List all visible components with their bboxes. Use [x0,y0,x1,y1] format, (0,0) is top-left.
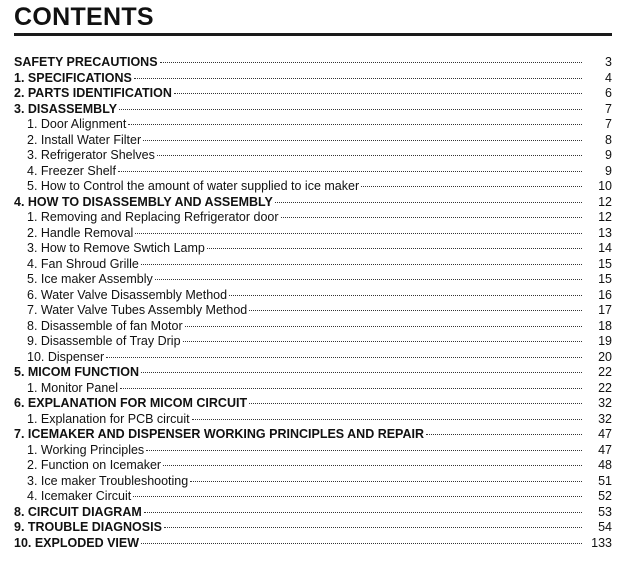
toc-page-number: 10 [598,179,612,194]
toc-page-number: 32 [598,411,612,426]
toc-entry-label: 1. Working Principles [27,442,145,457]
toc-entry-label: 7. Water Valve Tubes Assembly Method [27,303,248,318]
dot-leader [118,171,582,172]
dot-leader [281,217,582,218]
toc-page-number: 8 [605,132,612,147]
toc-subsection-entry[interactable] [14,458,612,474]
toc-page-number: 47 [598,427,612,442]
toc-page-number: 54 [598,520,612,535]
toc-section-entry[interactable] [14,55,612,71]
toc-subsection-entry[interactable] [14,489,612,505]
dot-leader [157,155,582,156]
dot-leader [163,465,582,466]
dot-leader [155,279,582,280]
toc-entry-label: 2. Handle Removal [27,225,134,240]
dot-leader [249,310,582,311]
dot-leader [249,403,582,404]
toc-subsection-entry[interactable] [14,288,612,304]
dot-leader [207,248,582,249]
dot-leader [144,512,582,513]
dot-leader [426,434,582,435]
dot-leader [133,496,582,497]
toc-page-number: 12 [598,194,612,209]
toc-subsection-entry[interactable] [14,474,612,490]
page-title: CONTENTS [14,3,154,31]
dot-leader [119,109,582,110]
toc-entry-label: 1. SPECIFICATIONS [14,70,132,85]
dot-leader [185,326,582,327]
toc-subsection-entry[interactable] [14,350,612,366]
dot-leader [146,450,582,451]
toc-page-number: 17 [598,303,612,318]
dot-leader [141,543,582,544]
toc-page-number: 16 [598,287,612,302]
toc-entry-label: 8. CIRCUIT DIAGRAM [14,504,142,519]
toc-entry-label: 8. Disassemble of fan Motor [27,318,183,333]
toc-section-entry[interactable] [14,86,612,102]
dot-leader [106,357,582,358]
toc-subsection-entry[interactable] [14,334,612,350]
dot-leader [120,388,582,389]
toc-page-number: 18 [598,318,612,333]
toc-entry-label: 1. Monitor Panel [27,380,119,395]
toc-entry-label: 7. ICEMAKER AND DISPENSER WORKING PRINCIPLES AND REPAIR [14,427,424,442]
dot-leader [174,93,582,94]
toc-subsection-entry[interactable] [14,148,612,164]
toc-page-number: 48 [598,458,612,473]
dot-leader [134,78,582,79]
dot-leader [141,372,582,373]
toc-section-entry[interactable] [14,71,612,87]
toc-subsection-entry[interactable] [14,179,612,195]
toc-subsection-entry[interactable] [14,164,612,180]
toc-page-number: 4 [605,70,612,85]
toc-entry-label: 9. TROUBLE DIAGNOSIS [14,520,162,535]
toc-subsection-entry[interactable] [14,133,612,149]
dot-leader [229,295,582,296]
toc-page-number: 14 [598,241,612,256]
dot-leader [361,186,582,187]
toc-page-number: 19 [598,334,612,349]
toc-entry-label: 5. MICOM FUNCTION [14,365,139,380]
toc-page-number: 47 [598,442,612,457]
toc-entry-label: SAFETY PRECAUTIONS [14,55,158,69]
table-of-contents [14,55,612,552]
toc-entry-label: 6. Water Valve Disassembly Method [27,287,228,302]
toc-page-number: 9 [605,163,612,178]
toc-entry-label: 5. Ice maker Assembly [27,272,153,287]
toc-section-entry[interactable] [14,396,612,412]
toc-page-number: 7 [605,101,612,116]
toc-entry-label: 6. EXPLANATION FOR MICOM CIRCUIT [14,396,248,411]
toc-entry-label: 10. EXPLODED VIEW [14,535,140,550]
toc-subsection-entry[interactable] [14,412,612,428]
dot-leader [275,202,582,203]
toc-section-entry[interactable] [14,505,612,521]
dot-leader [141,264,582,265]
toc-page-number: 15 [598,272,612,287]
toc-section-entry[interactable] [14,536,612,552]
toc-page-number: 32 [598,396,612,411]
toc-entry-label: 4. HOW TO DISASSEMBLY AND ASSEMBLY [14,194,273,209]
toc-entry-label: 4. Icemaker Circuit [27,489,132,504]
title-underline [14,33,612,36]
dot-leader [128,124,582,125]
dot-leader [190,481,582,482]
toc-section-entry[interactable] [14,520,612,536]
toc-subsection-entry[interactable] [14,241,612,257]
toc-entry-label: 2. Function on Icemaker [27,458,162,473]
toc-page-number: 133 [591,535,612,550]
toc-page-number: 13 [598,225,612,240]
dot-leader [143,140,582,141]
toc-section-entry[interactable] [14,102,612,118]
dot-leader [192,419,582,420]
toc-subsection-entry[interactable] [14,319,612,335]
toc-page-number: 22 [598,380,612,395]
toc-entry-label: 9. Disassemble of Tray Drip [27,334,181,349]
toc-subsection-entry[interactable] [14,303,612,319]
toc-page-number: 3 [605,55,612,69]
dot-leader [183,341,582,342]
toc-page-number: 53 [598,504,612,519]
toc-subsection-entry[interactable] [14,210,612,226]
toc-entry-label: 2. PARTS IDENTIFICATION [14,86,172,101]
toc-entry-label: 2. Install Water Filter [27,132,142,147]
toc-entry-label: 3. DISASSEMBLY [14,101,118,116]
toc-page-number: 52 [598,489,612,504]
toc-entry-label: 3. Refrigerator Shelves [27,148,155,163]
toc-page-number: 15 [598,256,612,271]
toc-entry-label: 1. Door Alignment [27,117,127,132]
toc-section-entry[interactable] [14,195,612,211]
toc-subsection-entry[interactable] [14,272,612,288]
toc-subsection-entry[interactable] [14,226,612,242]
toc-entry-label: 1. Explanation for PCB circuit [27,411,190,426]
toc-entry-label: 4. Fan Shroud Grille [27,256,139,271]
dot-leader [135,233,582,234]
toc-subsection-entry[interactable] [14,117,612,133]
toc-page-number: 20 [598,349,612,364]
toc-section-entry[interactable] [14,365,612,381]
toc-subsection-entry[interactable] [14,443,612,459]
toc-entry-label: 5. How to Control the amount of water supplied to ice maker [27,179,360,194]
toc-entry-label: 3. How to Remove Swtich Lamp [27,241,205,256]
toc-section-entry[interactable] [14,427,612,443]
toc-entry-label: 10. Dispenser [27,349,105,364]
toc-entry-label: 3. Ice maker Troubleshooting [27,473,189,488]
toc-page-number: 7 [605,117,612,132]
toc-page-number: 22 [598,365,612,380]
dot-leader [164,527,582,528]
toc-page-number: 6 [605,86,612,101]
toc-subsection-entry[interactable] [14,257,612,273]
toc-page-number: 9 [605,148,612,163]
toc-page-number: 51 [598,473,612,488]
toc-entry-label: 1. Removing and Replacing Refrigerator door [27,210,279,225]
dot-leader [160,62,582,63]
toc-page-number: 12 [598,210,612,225]
toc-subsection-entry[interactable] [14,381,612,397]
toc-entry-label: 4. Freezer Shelf [27,163,116,178]
